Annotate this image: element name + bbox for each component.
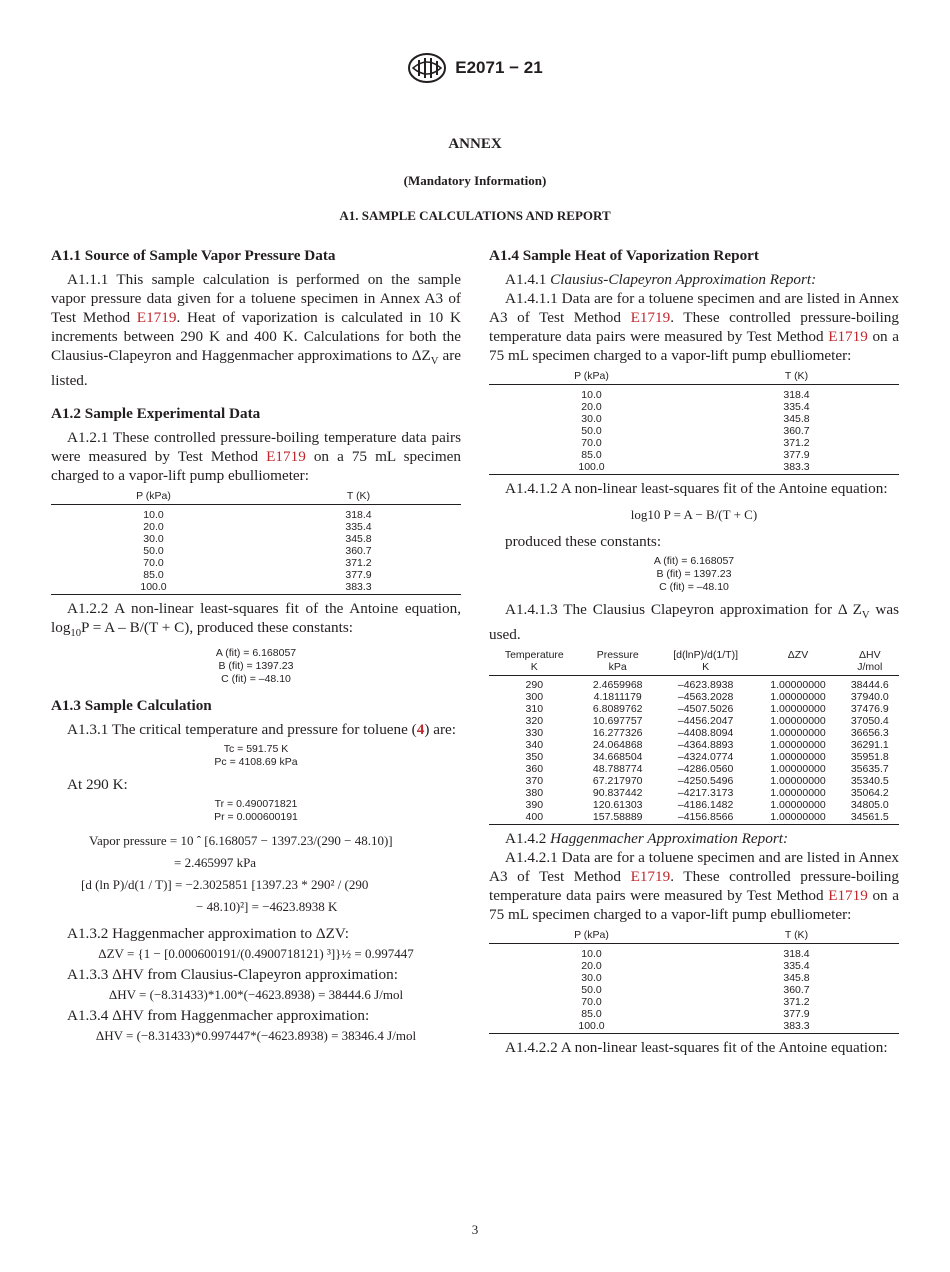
- table-row: 100.0 383.3: [489, 1020, 899, 1034]
- vapor-pressure-equation: Vapor pressure = 10 ˆ [6.168057 − 1397.23/(290 − 48.10)]: [89, 833, 393, 849]
- table-row: 10.0 318.4: [581, 389, 810, 401]
- haggenmacher-equation: ΔZV = {1 − [0.000600191/(0.4900718121) ³]}½ = 0.997447: [98, 946, 414, 962]
- table-row: 50.0 360.7: [581, 425, 810, 437]
- pt-data-table-2: [489, 369, 899, 475]
- paragraph-a1411: A1.4.1.1 Data are for a toluene specimen and are listed in Annex A3 of Test Method E1719. These controlled pressure-boiling temperature data pairs were measured by Test Method E1719 on a 75 mL specimen charged to a vapor-lift pump ebulliometer:: [489, 290, 899, 364]
- section-a1-title: A1. SAMPLE CALCULATIONS AND REPORT: [339, 208, 611, 223]
- table-row: 100.0 383.3: [51, 581, 461, 595]
- table-row: 10.0 318.4: [143, 509, 372, 522]
- col-header-pressure: P (kPa): [51, 489, 256, 505]
- page-header: [0, 52, 950, 84]
- antoine-constants-2: A (fit) = 6.168057 B (fit) = 1397.23 C (fit) = –48.10: [653, 555, 735, 593]
- heading-a11: A1.1 Source of Sample Vapor Pressure Data: [51, 247, 336, 264]
- vapor-pressure-result: = 2.465997 kPa: [174, 855, 257, 871]
- table-row: 350 34.668504 –4324.0774 1.00000000 35951.8: [525, 751, 889, 764]
- critical-constants: Tc = 591.75 K Pc = 4108.69 kPa: [214, 743, 298, 769]
- paragraph-a1413: A1.4.1.3 The Clausius Clapeyron approximation for Δ $Z_V$ was used.: [489, 601, 899, 644]
- col-header-derivative: [d(lnP)/d(1/T)] K: [656, 649, 756, 676]
- table-row: 85.0 377.9: [581, 449, 810, 461]
- table-row: 310 6.8089762 –4507.5026 1.00000000 37476.9: [525, 703, 889, 716]
- table-row: 290 2.4659968 –4623.8938 1.00000000 38444.6: [525, 679, 889, 692]
- annex-title: ANNEX: [448, 136, 502, 152]
- col-header-delta-z: ΔZV: [755, 649, 840, 676]
- table-row: 70.0 371.2: [581, 437, 810, 449]
- astm-logo-icon: [407, 52, 447, 84]
- paragraph-a141: A1.4.1 Clausius-Clapeyron Approximation Report:: [505, 271, 817, 288]
- table-row: 380 90.837442 –4217.3173 1.00000000 35064.2: [525, 787, 889, 800]
- document-id: E2071 − 21: [455, 58, 543, 77]
- table-row: 50.0 360.7: [143, 545, 372, 558]
- haggenmacher-heat-equation: ΔHV = (−8.31433)*0.997447*(−4623.8938) = 38346.4 J/mol: [95, 1028, 417, 1044]
- table-row: 390 120.61303 –4186.1482 1.00000000 34805.0: [525, 799, 889, 812]
- ref-link-e1719[interactable]: E1719: [630, 868, 671, 886]
- col-header-temperature: T (K): [256, 489, 461, 505]
- page-number: 3: [471, 1222, 479, 1237]
- heat-of-vaporization-table: [489, 649, 899, 825]
- paragraph-a1412: A1.4.1.2 A non-linear least-squares fit of the Antoine equation:: [505, 480, 888, 497]
- paragraph-a142: A1.4.2 Haggenmacher Approximation Report:: [505, 830, 789, 848]
- at-290-label: At 290 K:: [67, 776, 128, 794]
- antoine-constants-1: A (fit) = 6.168057 B (fit) = 1397.23 C (fit) = –48.10: [215, 647, 297, 686]
- heading-a13: A1.3 Sample Calculation: [51, 697, 212, 715]
- table-row: 30.0 345.8: [581, 413, 810, 425]
- col-header-pressure: P (kPa): [489, 928, 694, 944]
- table-row: 300 4.1811179 –4563.2028 1.00000000 37940.0: [525, 691, 889, 704]
- mandatory-info: (Mandatory Information): [403, 173, 547, 188]
- table-row: 30.0 345.8: [143, 533, 372, 546]
- table-row: 20.0 335.4: [143, 521, 372, 534]
- col-header-temperature: T (K): [694, 928, 899, 944]
- table-row: 10.0 318.4: [581, 948, 810, 961]
- heading-a14: A1.4 Sample Heat of Vaporization Report: [489, 247, 759, 264]
- table-row: 70.0 371.2: [143, 557, 372, 570]
- col-header-delta-h: ΔHV J/mol: [841, 649, 899, 676]
- ref-link-e1719[interactable]: E1719: [828, 328, 868, 345]
- table-row: 340 24.064868 –4364.8893 1.00000000 36291.1: [525, 739, 889, 752]
- table-row: 30.0 345.8: [581, 972, 810, 985]
- ref-link-e1719[interactable]: E1719: [828, 887, 868, 905]
- table-row: 85.0 377.9: [581, 1008, 810, 1021]
- ref-link-e1719[interactable]: E1719: [630, 309, 671, 326]
- paragraph-a134: A1.3.4 ΔHV from Haggenmacher approximation:: [67, 1007, 370, 1025]
- left-column: [51, 246, 461, 1047]
- paragraph-a132: A1.3.2 Haggenmacher approximation to ΔZV:: [67, 925, 349, 943]
- paragraph-a111: A1.1.1 This sample calculation is performed on the sample vapor pressure data given for a toluene specimen in Annex A3 of Test Method E1719. Heat of vaporization is calculated in 10 K increments between 290 K and 400 K. Calculations for both the Clausius-Clapeyron and Haggenmacher approximations to $\Delta Z_V$ are listed.: [51, 271, 461, 390]
- ref-link-4[interactable]: 4: [416, 721, 425, 739]
- table-row: 400 157.58889 –4156.8566 1.00000000 34561.5: [489, 811, 899, 825]
- antoine-equation: log10 P = A − B/(T + C): [630, 507, 758, 522]
- derivative-result: − 48.10)²] = −4623.8938 K: [196, 899, 338, 915]
- table-row: 20.0 335.4: [581, 960, 810, 973]
- clausius-equation: ΔHV = (−8.31433)*1.00*(−4623.8938) = 38444.6 J/mol: [108, 987, 404, 1003]
- pt-data-table-3: [489, 928, 899, 1034]
- table-row: 360 48.788774 –4286.0560 1.00000000 35635.7: [525, 763, 889, 776]
- table-row: 370 67.217970 –4250.5496 1.00000000 35340.5: [525, 775, 889, 788]
- produced-constants-label: produced these constants:: [505, 533, 662, 550]
- reduced-constants: Tr = 0.490071821 Pr = 0.000600191: [214, 798, 298, 824]
- table-row: 85.0 377.9: [143, 569, 372, 582]
- col-header-pressure: Pressure kPa: [580, 649, 656, 676]
- ref-link-e1719[interactable]: E1719: [266, 448, 306, 466]
- table-row: 100.0 383.3: [489, 461, 899, 475]
- table-row: 330 16.277326 –4408.8094 1.00000000 36656.3: [525, 727, 889, 740]
- table-row: 320 10.697757 –4456.2047 1.00000000 37050.4: [525, 715, 889, 728]
- table-row: 50.0 360.7: [581, 984, 810, 997]
- paragraph-a122: A1.2.2 A non-linear least-squares fit of the Antoine equation, $\log_{10}P = A - B/(T + C)$, produced these constants:: [51, 600, 461, 640]
- derivative-equation: [d (ln P)/d(1 / T)] = −2.3025851 [1397.23 * 290² / (290: [81, 877, 369, 893]
- paragraph-a1421: A1.4.2.1 Data are for a toluene specimen and are listed in Annex A3 of Test Method E1719. These controlled pressure-boiling temperature data pairs were measured by Test Method E1719 on a 75 mL specimen charged to a vapor-lift pump ebulliometer:: [489, 849, 899, 924]
- right-column: [489, 246, 899, 1057]
- table-row: 70.0 371.2: [581, 996, 810, 1009]
- table-row: 20.0 335.4: [581, 401, 810, 413]
- heading-a12: A1.2 Sample Experimental Data: [51, 405, 261, 423]
- col-header-temperature: Temperature K: [489, 649, 580, 676]
- paragraph-a121: A1.2.1 These controlled pressure-boiling temperature data pairs were measured by Test Method E1719 on a 75 mL specimen charged to a vapor-lift pump ebulliometer:: [51, 429, 461, 485]
- paragraph-a133: A1.3.3 ΔHV from Clausius-Clapeyron approximation:: [67, 966, 398, 984]
- col-header-temperature: T (K): [694, 369, 899, 385]
- col-header-pressure: P (kPa): [489, 369, 694, 385]
- paragraph-a1422: A1.4.2.2 A non-linear least-squares fit of the Antoine equation:: [505, 1039, 888, 1057]
- pt-data-table-1: [51, 489, 461, 595]
- paragraph-a131: A1.3.1 The critical temperature and pressure for toluene (4) are:: [67, 721, 456, 739]
- ref-link-e1719[interactable]: E1719: [136, 309, 177, 326]
